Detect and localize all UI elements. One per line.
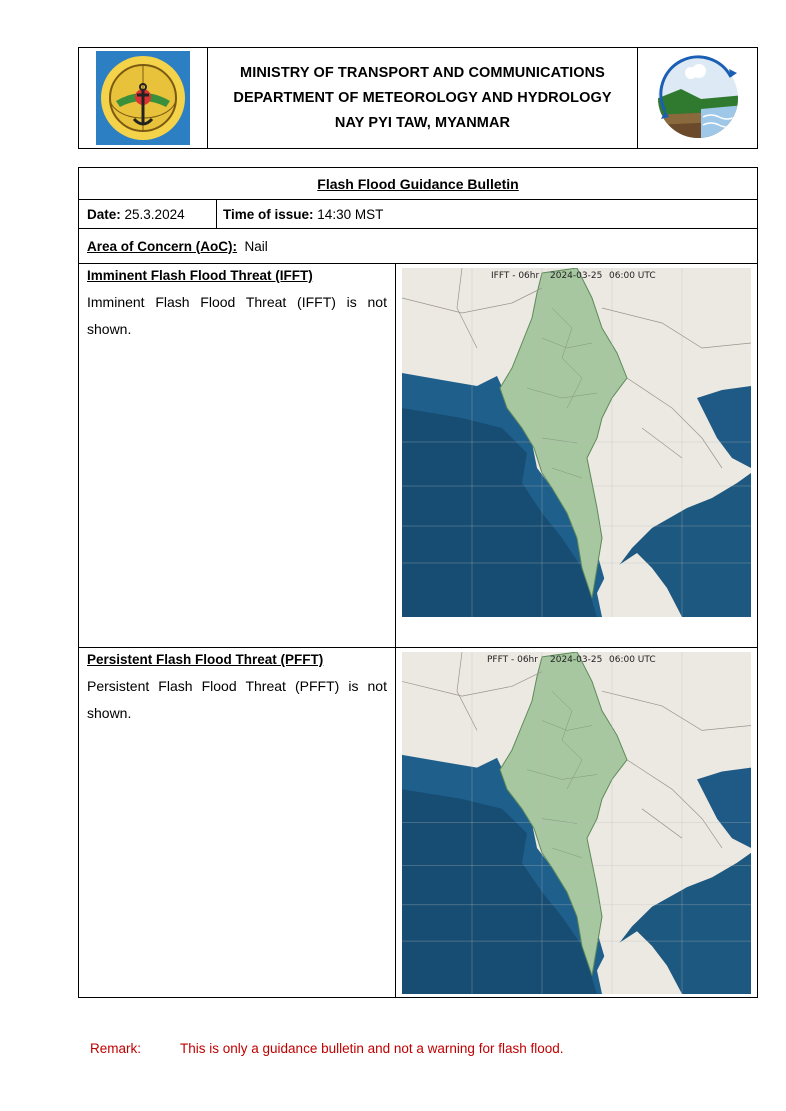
ifft-map-time: 06:00 UTC <box>609 271 656 281</box>
pfft-row <box>79 648 757 997</box>
pfft-map <box>402 652 751 994</box>
pfft-map-date: 2024-03-25 <box>550 655 603 665</box>
aoc-value: Nail <box>244 238 268 254</box>
header-title-block <box>208 48 637 148</box>
date-cell <box>79 200 217 228</box>
ifft-heading: Imminent Flash Flood Threat (IFFT) <box>87 268 313 283</box>
ifft-description: Imminent Flash Flood Threat (IFFT) is not shown. <box>87 294 387 337</box>
pfft-map-time: 06:00 UTC <box>609 655 656 665</box>
aoc-label: Area of Concern (AoC): <box>87 238 238 254</box>
ifft-row <box>79 264 757 648</box>
header-ministry: MINISTRY OF TRANSPORT AND COMMUNICATIONS <box>240 65 605 81</box>
remark-text: This is only a guidance bulletin and not a warning for flash flood. <box>180 1041 564 1056</box>
ifft-map-product: IFFT - 06hr <box>491 271 540 281</box>
pfft-map-cell <box>396 648 757 997</box>
ifft-map-date: 2024-03-25 <box>550 271 603 281</box>
pfft-description: Persistent Flash Flood Threat (PFFT) is not shown. <box>87 678 387 721</box>
date-label: Date: <box>87 206 121 222</box>
bulletin-table <box>78 167 758 998</box>
pfft-text-cell <box>79 648 396 997</box>
header-location: NAY PYI TAW, MYANMAR <box>334 115 511 131</box>
header-department: DEPARTMENT OF METEOROLOGY AND HYDROLOGY <box>233 90 612 106</box>
ifft-map <box>402 268 751 617</box>
issue-time-cell <box>217 200 757 228</box>
pfft-heading: Persistent Flash Flood Threat (PFFT) <box>87 652 324 667</box>
ministry-emblem-icon <box>96 51 190 145</box>
pfft-map-product: PFFT - 06hr <box>487 655 538 665</box>
issue-time-label: Time of issue: <box>223 206 314 222</box>
remark-label: Remark: <box>90 1041 142 1056</box>
pfft-map-image <box>402 652 751 994</box>
dmh-logo-cell <box>637 48 757 148</box>
dmh-emblem-icon <box>651 51 745 145</box>
ifft-map-cell <box>396 264 757 647</box>
bulletin-title: Flash Flood Guidance Bulletin <box>79 168 757 200</box>
ifft-text-cell <box>79 264 396 647</box>
ifft-map-image <box>402 268 751 617</box>
header-table <box>78 47 758 149</box>
ministry-logo-cell <box>79 48 208 148</box>
area-of-concern-row <box>79 229 757 264</box>
issue-time-value: 14:30 MST <box>317 206 384 222</box>
date-row <box>79 200 757 229</box>
date-value: 25.3.2024 <box>124 206 185 222</box>
